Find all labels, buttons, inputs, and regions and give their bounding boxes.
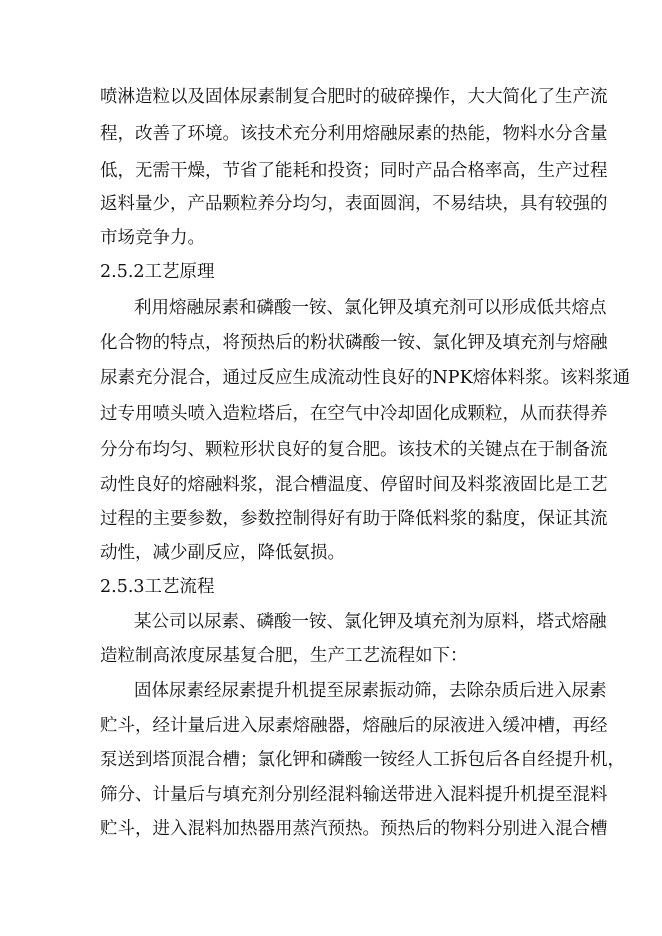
paragraph-line: 尿素充分混合，通过反应生成流动性良好的NPK熔体料浆。该料浆通 (100, 368, 631, 388)
section-heading: 2.5.3工艺流程 (100, 577, 215, 597)
paragraph-line: 过专用喷头喷入造粒塔后，在空气中冷却固化成颗粒，从而获得养 (100, 404, 608, 424)
paragraph-line: 过程的主要参数，参数控制得好有助于降低料浆的黏度，保证其流 (100, 509, 608, 529)
paragraph-line: 利用熔融尿素和磷酸一铵、氯化钾及填充剂可以形成低共熔点 (134, 298, 607, 318)
paragraph-line: 返料量少，产品颗粒养分均匀，表面圆润，不易结块，具有较强的 (100, 194, 608, 214)
paragraph-line: 贮斗，经计量后进入尿素熔融器，熔融后的尿液进入缓冲槽，再经 (100, 716, 608, 736)
paragraph-line: 动性，减少副反应，降低氨损。 (100, 543, 345, 563)
paragraph-line: 分分布均匀、颗粒形状良好的复合肥。该技术的关键点在于制备流 (100, 440, 608, 460)
paragraph-line: 筛分、计量后与填充剂分别经混料输送带进入混料提升机提至混料 (100, 785, 608, 805)
paragraph-line: 低，无需干燥，节省了能耗和投资；同时产品合格率高，生产过程 (100, 161, 608, 181)
paragraph-line: 某公司以尿素、磷酸一铵、氯化钾及填充剂为原料，塔式熔融 (134, 612, 607, 632)
paragraph-line: 程，改善了环境。该技术充分利用熔融尿素的热能，物料水分含量 (100, 124, 608, 144)
paragraph-line: 固体尿素经尿素提升机提至尿素振动筛，去除杂质后进入尿素 (134, 681, 607, 701)
paragraph-line: 市场竞争力。 (100, 228, 205, 248)
paragraph-line: 动性良好的熔融料浆，混合槽温度、停留时间及料浆液固比是工艺 (100, 475, 608, 495)
paragraph-line: 造粒制高浓度尿基复合肥，生产工艺流程如下： (100, 646, 468, 666)
paragraph-line: 喷淋造粒以及固体尿素制复合肥时的破碎操作，大大简化了生产流 (100, 87, 608, 107)
section-heading: 2.5.2工艺原理 (100, 262, 215, 282)
paragraph-line: 泵送到塔顶混合槽；氯化钾和磷酸一铵经人工拆包后各自经提升机， (100, 750, 625, 770)
paragraph-line: 贮斗，进入混料加热器用蒸汽预热。预热后的物料分别进入混合槽 (100, 819, 608, 839)
paragraph-line: 化合物的特点，将预热后的粉状磷酸一铵、氯化钾及填充剂与熔融 (100, 333, 608, 353)
